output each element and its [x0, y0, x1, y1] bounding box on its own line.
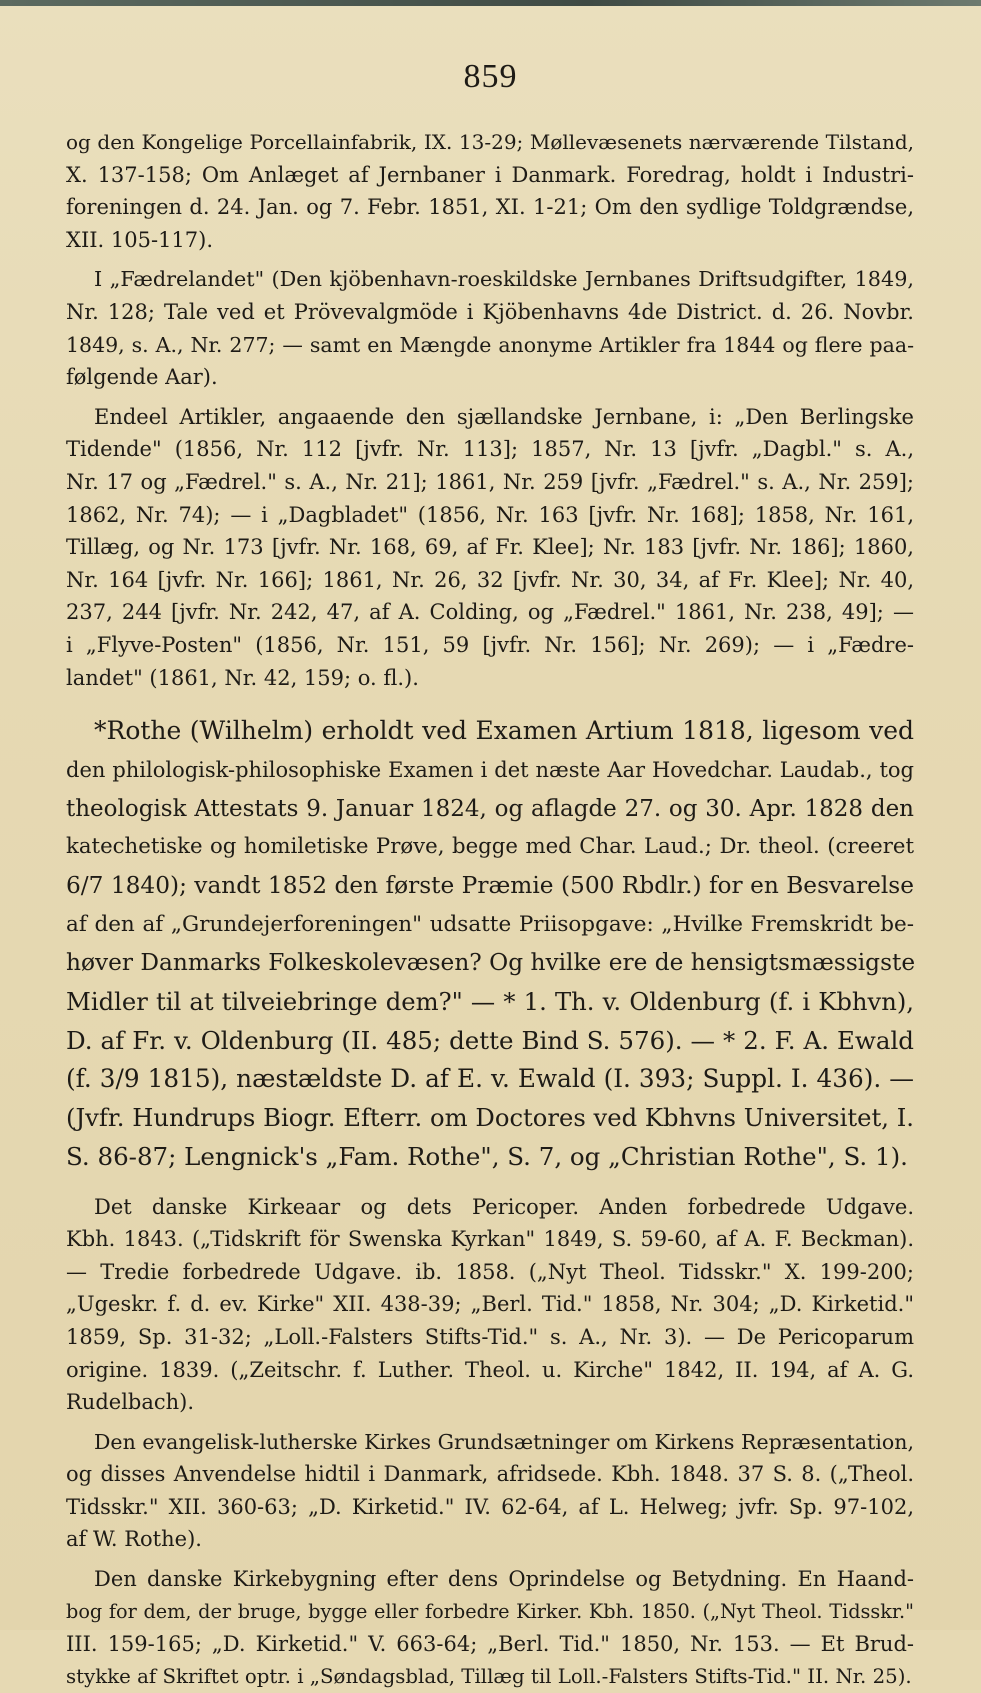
text-line: høver Danmarks Folkeskolevæsen? Og hvilke ere de hensigtsmæssigste	[66, 949, 916, 977]
text-line: theologisk Attestats 9. Januar 1824, og aflagde 27. og 30. Apr. 1828 den	[66, 795, 914, 822]
paragraph	[66, 1563, 914, 1693]
text-line: af den af „Grundejerforeningen" udsatte Priisopgave: „Hvilke Fremskridt be-	[66, 911, 914, 937]
text-line: stykke af Skriftet optr. i „Søndagsblad, Tillæg til Loll.-Falsters Stifts-Tid." II. Nr. 25).	[66, 1664, 912, 1688]
text-line: III. 159-165; „D. Kirketid." V. 663-64; „Berl. Tid." 1850, Nr. 153. — Et Brud-	[66, 1632, 914, 1657]
text-line: Tidsskr." XII. 360-63; „D. Kirketid." IV. 62-64, af L. Helweg; jvfr. Sp. 97-102,	[66, 1494, 914, 1519]
text-line: 1849, s. A., Nr. 277; — samt en Mængde anonyme Artikler fra 1844 og flere paa-	[66, 332, 914, 357]
text-line: Midler til at tilveiebringe dem?" — * 1. Th. v. Oldenburg (f. i Kbhvn),	[66, 987, 914, 1017]
text-line: X. 137-158; Om Anlæget af Jernbaner i Danmark. Foredrag, holdt i Industri-	[66, 162, 914, 187]
text-line: foreningen d. 24. Jan. og 7. Febr. 1851, XI. 1-21; Om den sydlige Toldgrændse,	[66, 195, 914, 220]
text-line: Tillæg, og Nr. 173 [jvfr. Nr. 168, 69, af Fr. Klee]; Nr. 183 [jvfr. Nr. 186]; 1860,	[66, 535, 914, 560]
paragraph	[66, 712, 914, 1176]
text-line: „Ugeskr. f. d. ev. Kirke" XII. 438-39; „Berl. Tid." 1858, Nr. 304; „D. Kirketid."	[66, 1292, 914, 1317]
text-line: i „Flyve-Posten" (1856, Nr. 151, 59 [jvfr. Nr. 156]; Nr. 269); — i „Fædre-	[66, 632, 914, 657]
text-line: og disses Anvendelse hidtil i Danmark, afridsede. Kbh. 1848. 37 S. 8. („Theol.	[66, 1462, 914, 1487]
text-line: 1862, Nr. 74); — i „Dagbladet" (1856, Nr. 163 [jvfr. Nr. 168]; 1858, Nr. 161,	[66, 502, 914, 527]
text-line: Kbh. 1843. („Tidskrift för Swenska Kyrkan" 1849, S. 59-60, af A. F. Beckman).	[66, 1227, 914, 1252]
text-line: origine. 1839. („Zeitschr. f. Luther. Theol. u. Kirche" 1842, II. 194, af A. G.	[66, 1357, 914, 1382]
text-line: Nr. 17 og „Fædrel." s. A., Nr. 21]; 1861, Nr. 259 [jvfr. „Fædrel." s. A., Nr. 259];	[66, 469, 914, 494]
text-line: bog for dem, der bruge, bygge eller forbedre Kirker. Kbh. 1850. („Nyt Theol. Tidsskr."	[66, 1599, 914, 1623]
text-line: den philologisk-philosophiske Examen i det næste Aar Hovedchar. Laudab., tog	[66, 757, 914, 782]
page-number: 859	[463, 58, 518, 95]
text-line: 6/7 1840); vandt 1852 den første Præmie (500 Rbdlr.) for en Besvarelse	[66, 871, 914, 899]
text-line: katechetiske og homiletiske Prøve, begge med Char. Laud.; Dr. theol. (creeret	[66, 834, 914, 860]
text-line: og den Kongelige Porcellainfabrik, IX. 13-29; Møllevæsenets nærværende Tilstand,	[66, 130, 914, 154]
text-line: landet" (1861, Nr. 42, 159; o. fl.).	[66, 665, 419, 690]
text-line: Rudelbach).	[66, 1390, 195, 1415]
text-line: Nr. 128; Tale ved et Prövevalgmöde i Kjöbenhavns 4de District. d. 26. Novbr.	[66, 299, 914, 324]
page-text	[66, 126, 914, 1693]
text-line: Den danske Kirkebygning efter dens Oprindelse og Betydning. En Haand-	[94, 1567, 914, 1592]
text-line: I „Fædrelandet" (Den kjöbenhavn-roeskildske Jernbanes Driftsudgifter, 1849,	[94, 267, 914, 292]
text-line: 1859, Sp. 31-32; „Loll.-Falsters Stifts-Tid." s. A., Nr. 3). — De Pericoparum	[66, 1324, 914, 1349]
text-line: følgende Aar).	[66, 365, 218, 390]
text-line: *Rothe (Wilhelm) erholdt ved Examen Artium 1818, ligesom ved	[94, 716, 914, 746]
text-line: Tidende" (1856, Nr. 112 [jvfr. Nr. 113]; 1857, Nr. 13 [jvfr. „Dagbl." s. A.,	[66, 437, 914, 462]
text-line: Nr. 164 [jvfr. Nr. 166]; 1861, Nr. 26, 32 [jvfr. Nr. 30, 34, af Fr. Klee]; Nr. 40,	[66, 567, 914, 592]
paragraph	[66, 1191, 914, 1419]
paragraph	[66, 1426, 914, 1556]
paragraph	[66, 263, 914, 393]
paragraph	[66, 126, 914, 256]
text-line: Den evangelisk-lutherske Kirkes Grundsætninger om Kirkens Repræsentation,	[94, 1429, 914, 1454]
text-line: Det danske Kirkeaar og dets Pericoper. Anden forbedrede Udgave.	[94, 1194, 914, 1219]
text-line: XII. 105-117).	[66, 227, 214, 252]
text-line: af W. Rothe).	[66, 1527, 202, 1552]
text-line: (Jvfr. Hundrups Biogr. Efterr. om Doctores ved Kbhvns Universitet, I.	[66, 1103, 914, 1133]
top-edge-rule	[0, 0, 981, 6]
text-line: D. af Fr. v. Oldenburg (II. 485; dette Bind S. 576). — * 2. F. A. Ewald	[66, 1025, 914, 1055]
paragraph	[66, 401, 914, 694]
text-line: S. 86-87; Lengnick's „Fam. Rothe", S. 7, og „Christian Rothe", S. 1).	[66, 1141, 908, 1171]
text-line: (f. 3/9 1815), næstældste D. af E. v. Ewald (I. 393; Suppl. I. 436). —	[66, 1064, 914, 1094]
text-line: — Tredie forbedrede Udgave. ib. 1858. („Nyt Theol. Tidsskr." X. 199-200;	[66, 1259, 914, 1284]
text-line: 237, 244 [jvfr. Nr. 242, 47, af A. Colding, og „Fædrel." 1861, Nr. 238, 49]; —	[66, 600, 914, 625]
text-line: Endeel Artikler, angaaende den sjællandske Jernbane, i: „Den Berlingske	[94, 404, 914, 429]
